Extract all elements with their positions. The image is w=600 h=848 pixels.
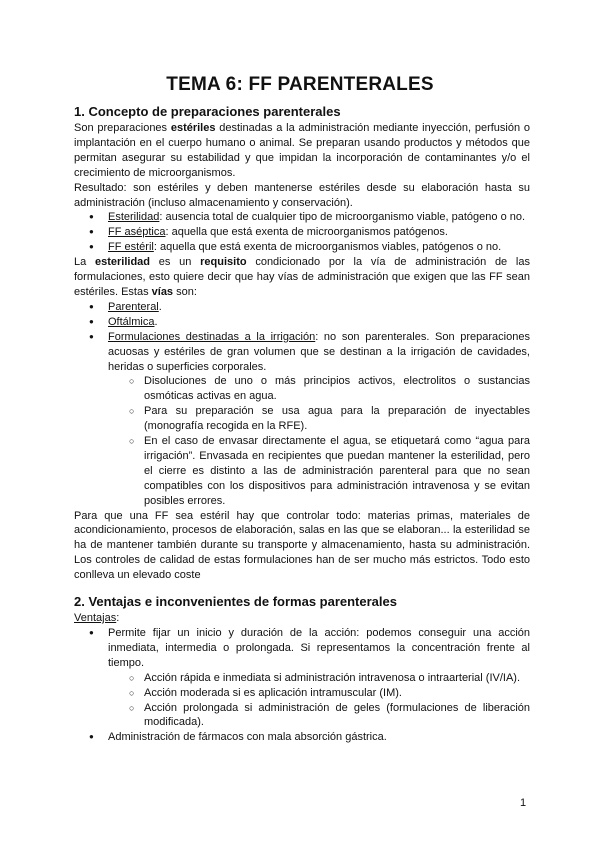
advantages-list	[74, 626, 530, 671]
page-number: 1	[520, 797, 527, 809]
text-run: destinadas a la administración mediante inyección, perfusión o implantación en el cuerpo humano o animal. Se preparan usando productos y métodos que permitan asegurar su estabilidad y que impidan la incorporación de contaminantes y/o el crecimiento de microorganismos.	[74, 122, 530, 179]
bold-text: esterilidad	[94, 256, 151, 269]
text-run: son:	[173, 285, 197, 298]
paragraph-quality-control: Para que una FF sea estéril hay que controlar todo: materias primas, materiales de acondicionamiento, procesos de elaboración, salas en las que se elaboran... la esterilidad se ha de mantener también durante su transporte y almacenamiento, hasta su administración. Los controles de calidad de estas formulaciones han de ser mucho más estrictos. Todo esto conlleva un elevado coste	[74, 509, 530, 582]
routes-list	[74, 300, 530, 375]
text-run: :	[116, 612, 120, 625]
action-sublist	[74, 671, 530, 731]
text-run: condicionado por la vía de administración de las formulaciones, esto quiere decir que hay vías de administración que exigen que las FF sean estériles. Estas	[74, 256, 530, 298]
sublist-item: ○ Acción moderada si es aplicación intramuscular (IM).	[74, 686, 530, 701]
list-item	[74, 300, 530, 315]
section-2-heading: 2. Ventajas e inconvenientes de formas parenterales	[74, 594, 397, 610]
term: Esterilidad	[108, 211, 160, 224]
sublist-item: ○ Acción prolongada si administración de geles (formulaciones de liberación modificada).	[74, 701, 530, 731]
page-title: TEMA 6: FF PARENTERALES	[166, 74, 434, 95]
list-item: ● Administración de fármacos con mala absorción gástrica.	[74, 730, 530, 745]
text-run: es un	[150, 256, 201, 269]
definition: : ausencia total de cualquier tipo de microorganismo viable, patógeno o no.	[159, 211, 526, 224]
subheading-text: Ventajas	[74, 612, 117, 625]
bold-text: vías	[151, 285, 174, 298]
sublist-item: ○ Acción rápida e inmediata si administración intravenosa o intraarterial (IV/IA).	[74, 671, 530, 686]
definition: : no son parenterales. Son preparaciones acuosas y estériles de gran volumen que se destinan a la irrigación de cavidades, heridas o superficies corporales.	[108, 330, 530, 373]
text-run: La	[74, 256, 95, 269]
sublist-item: ○ En el caso de envasar directamente el agua, se etiquetará como “agua para irrigación”. Envasada en recipientes que puedan mantener la esterilidad, pero el cierre es distinto a las de administración parenteral para que no sean compatibles con los dispositivos para administración intravenosa y se evitan posibles errores.	[74, 434, 530, 509]
subheading-advantages	[74, 611, 530, 626]
term: Parenteral	[108, 300, 159, 313]
list-item	[74, 225, 530, 240]
paragraph-result: Resultado: son estériles y deben mantenerse estériles desde su elaboración hasta su administración (incluso almacenamiento y conservación).	[74, 181, 530, 209]
paragraph-sterility	[74, 255, 530, 300]
advantages-list-continued	[74, 730, 530, 745]
definition: .	[154, 315, 158, 328]
bold-text: estériles	[170, 122, 216, 134]
term: FF aséptica	[108, 226, 166, 239]
list-item: ● Permite fijar un inicio y duración de la acción: podemos conseguir una acción inmediata, intermedia o prolongada. Si representamos la concentración frente al tiempo.	[74, 626, 530, 671]
term: Oftálmica	[108, 315, 155, 328]
sublist-item: ○ Para su preparación se usa agua para la preparación de inyectables (monografía recogida en la RFE).	[74, 404, 530, 434]
section-1-heading: 1. Concepto de preparaciones parenterales	[74, 104, 341, 119]
list-item	[74, 210, 530, 225]
sublist-item: ○ Disoluciones de uno o más principios activos, electrolitos o sustancias osmóticas activas en agua.	[74, 374, 530, 404]
document-body	[74, 104, 530, 745]
term: FF estéril	[108, 241, 154, 254]
definition: : aquella que está exenta de microorganismos patógenos.	[165, 226, 448, 239]
term: Formulaciones destinadas a la irrigación	[108, 330, 316, 343]
list-item	[74, 240, 530, 255]
definition: : aquella que está exenta de microorganismos viables, patógenos o no.	[153, 241, 502, 254]
definitions-list	[74, 210, 530, 255]
list-item	[74, 330, 530, 375]
bold-text: requisito	[200, 256, 247, 269]
list-item	[74, 315, 530, 330]
irrigation-sublist	[74, 374, 530, 508]
paragraph-definition	[74, 121, 530, 181]
text-run: Son preparaciones	[74, 122, 171, 134]
definition: .	[158, 300, 162, 313]
